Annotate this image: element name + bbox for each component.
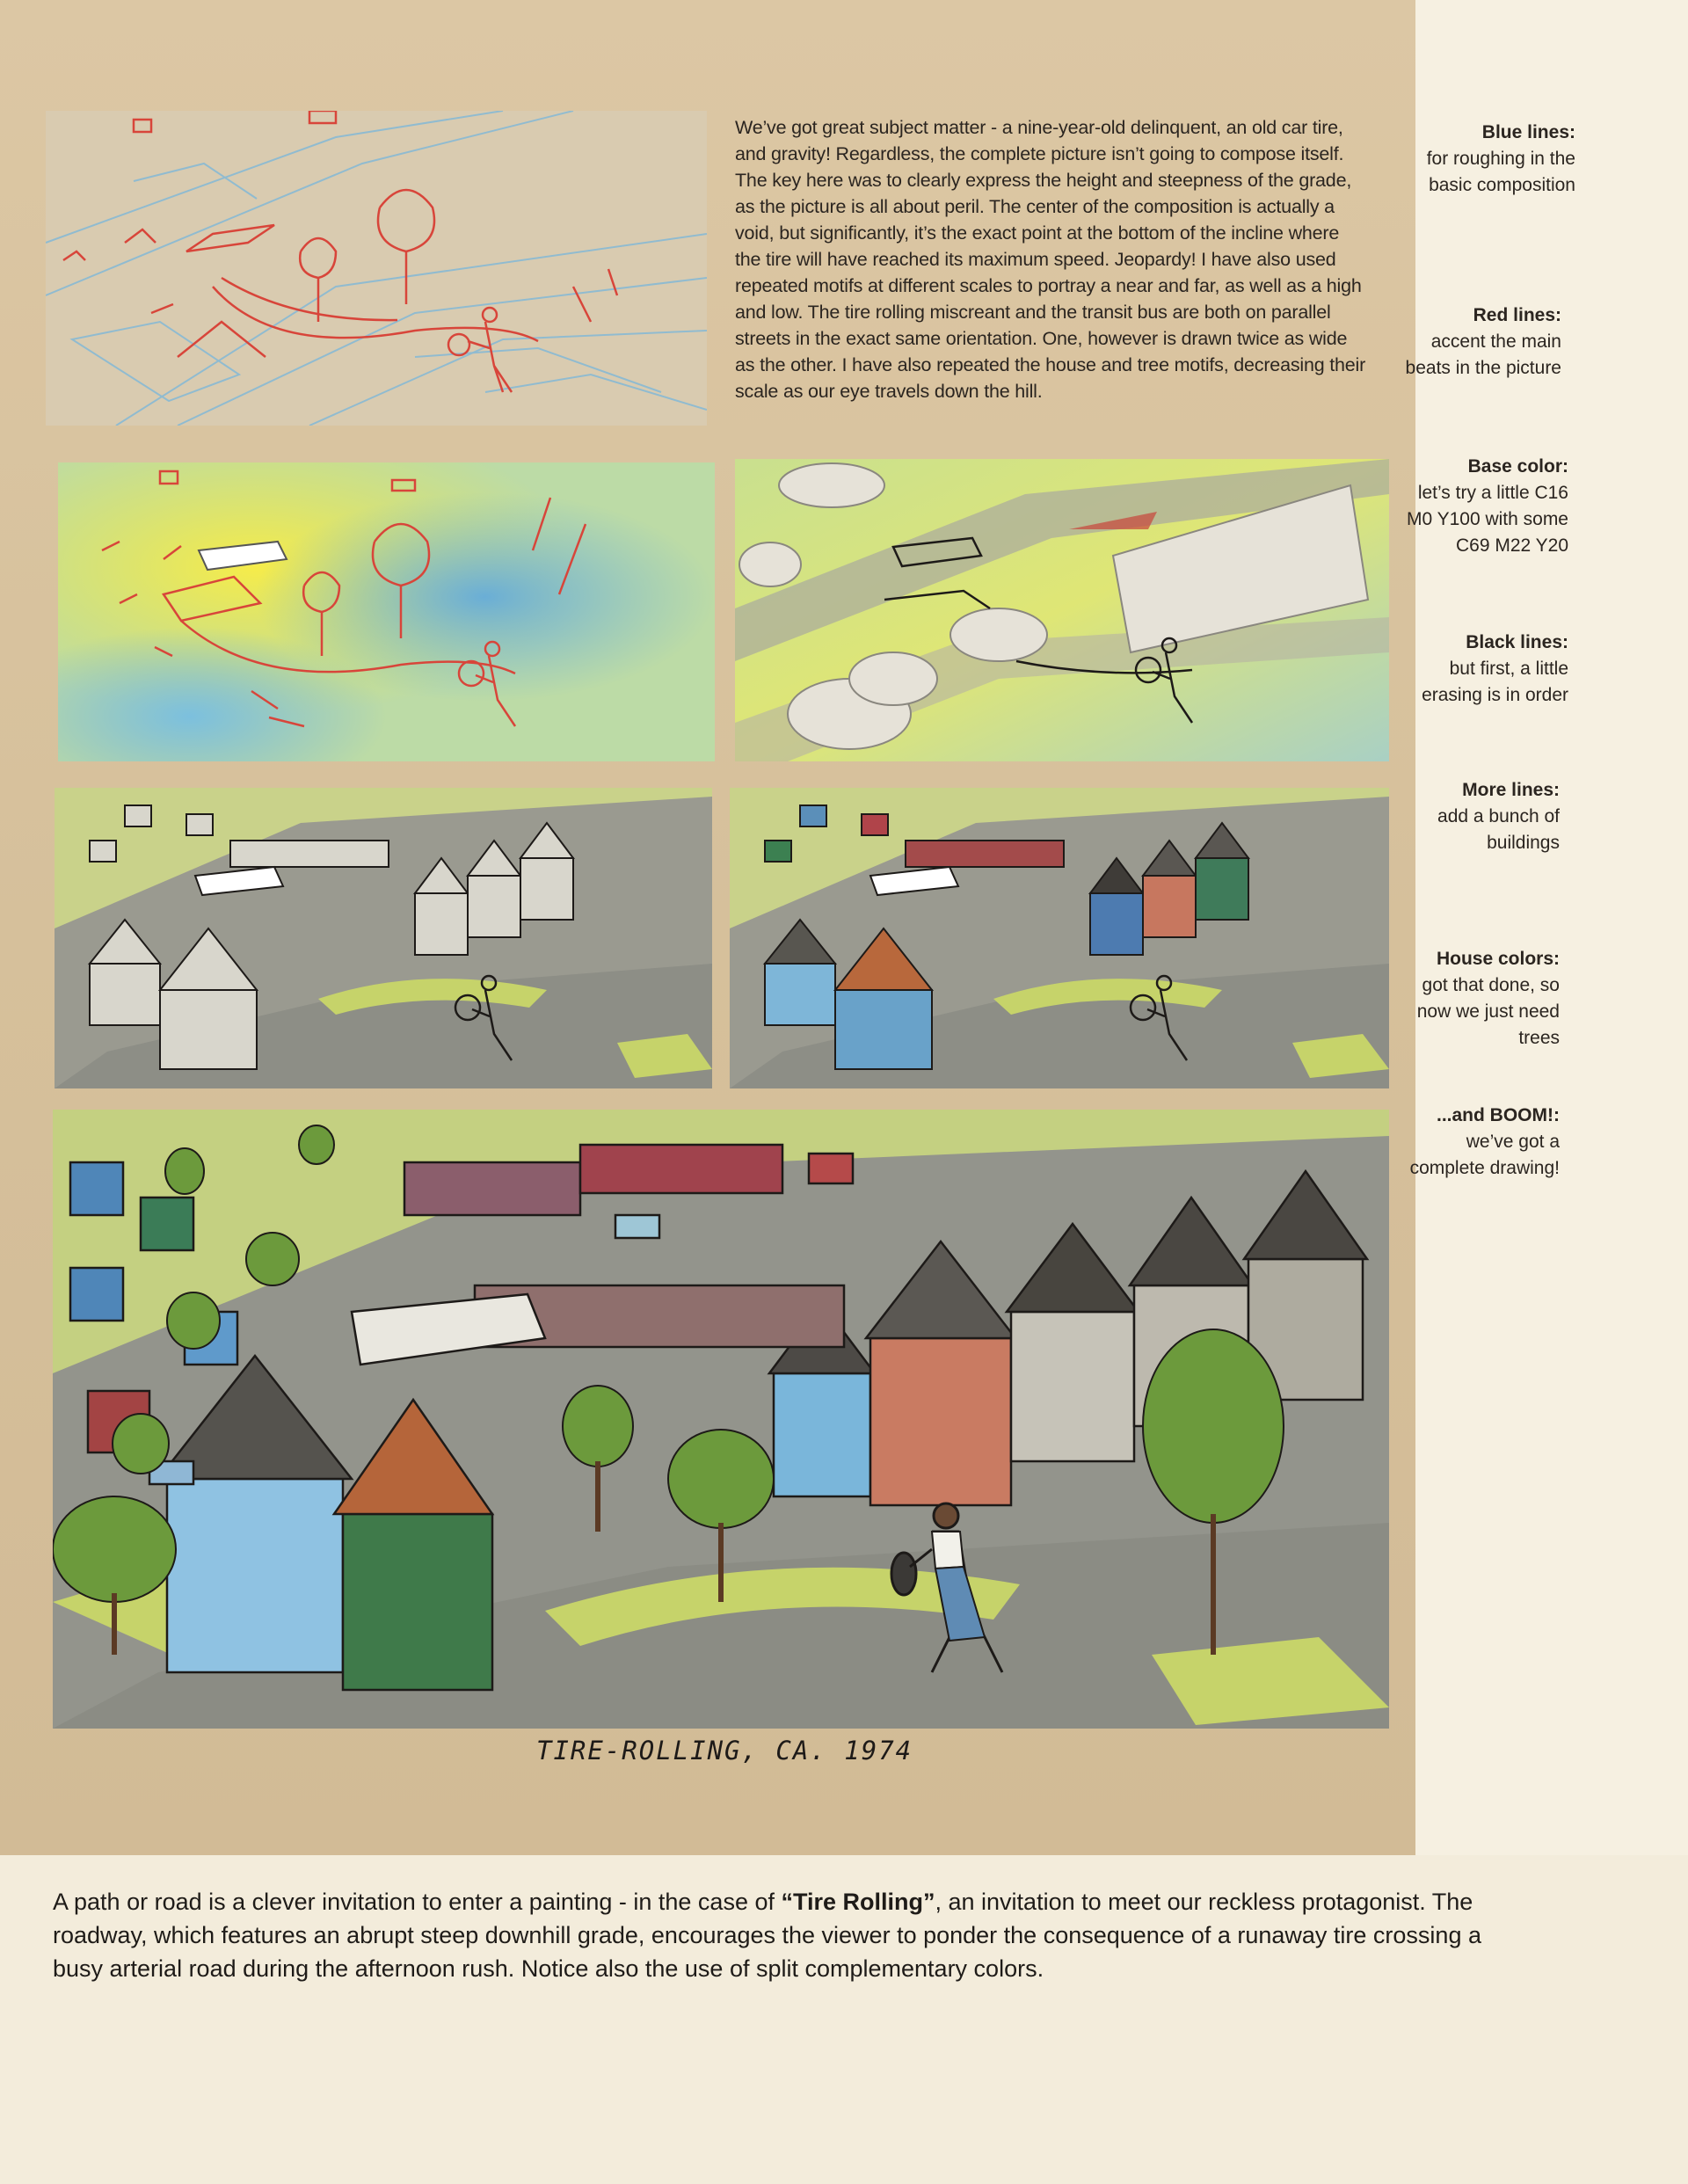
sketch-panel xyxy=(46,111,707,426)
note-red-lines xyxy=(1394,302,1561,382)
note-title: Red lines: xyxy=(1473,305,1561,325)
body-paragraph xyxy=(53,1885,1495,1985)
final-drawing-panel xyxy=(53,1110,1389,1729)
note-title: Blue lines: xyxy=(1481,122,1575,142)
black-lines-panel xyxy=(735,459,1389,761)
more-lines-panel xyxy=(55,788,712,1088)
note-base-color xyxy=(1401,454,1568,559)
note-house-colors xyxy=(1393,946,1560,1052)
note-boom xyxy=(1393,1103,1560,1182)
note-desc: for roughing in the basic composition xyxy=(1426,149,1575,195)
note-title: Base color: xyxy=(1467,456,1568,477)
note-desc: but first, a little erasing is in order xyxy=(1422,659,1568,705)
note-more-lines xyxy=(1393,777,1560,856)
intro-text: We’ve got great subject matter - a nine-year-old delinquent, an old car tire, and gravity! Regardless, the complete picture isn’t going to compose itself. The key here was to clearly express the height and steepness of the grade, as the picture is all about peril. The center of the composition is actually a void, but significantly, it’s the exact point at the bottom of the incline where the tire will have reached its maximum speed. Jeopardy! I have also used repeated motifs at different scales to portray a near and far, as well as a high and low. The tire rolling miscreant and the transit bus are both on parallel streets in the exact same orientation. One, however is drawn twice as wide as the other. I have also repeated the house and tree motifs, decreasing their scale as our eye travels down the hill. xyxy=(735,117,1366,402)
paragraph-text-end: , an invitation to meet our reckless protagonist. The roadway, which features an abrupt steep downhill grade, encourages the viewer to ponder the consequence of a runaway tire crossing a busy arterial road during the afternoon rush. Notice also the use of split complementary colors. xyxy=(53,1889,1481,1982)
note-title: ...and BOOM!: xyxy=(1437,1105,1560,1125)
note-blue-lines xyxy=(1408,120,1575,199)
artwork-title: “Tire Rolling” xyxy=(781,1889,935,1915)
note-desc: add a bunch of buildings xyxy=(1437,806,1560,853)
figure-caption: TIRE-ROLLING, CA. 1974 xyxy=(536,1736,913,1765)
note-desc: we’ve got a complete drawing! xyxy=(1409,1132,1560,1178)
note-black-lines xyxy=(1401,630,1568,709)
note-title: Black lines: xyxy=(1466,632,1568,652)
house-colors-panel xyxy=(730,788,1389,1088)
note-desc: accent the main beats in the picture xyxy=(1405,331,1561,378)
base-color-panel xyxy=(58,462,715,761)
note-desc: got that done, so now we just need trees xyxy=(1416,975,1560,1048)
note-title: More lines: xyxy=(1462,780,1560,800)
side-strip xyxy=(1415,0,1688,1855)
paragraph-text-start: A path or road is a clever invitation to enter a painting - in the case of xyxy=(53,1889,782,1915)
note-desc: let’s try a little C16 M0 Y100 with some C69 M22 Y20 xyxy=(1406,483,1568,556)
note-title: House colors: xyxy=(1436,949,1560,969)
